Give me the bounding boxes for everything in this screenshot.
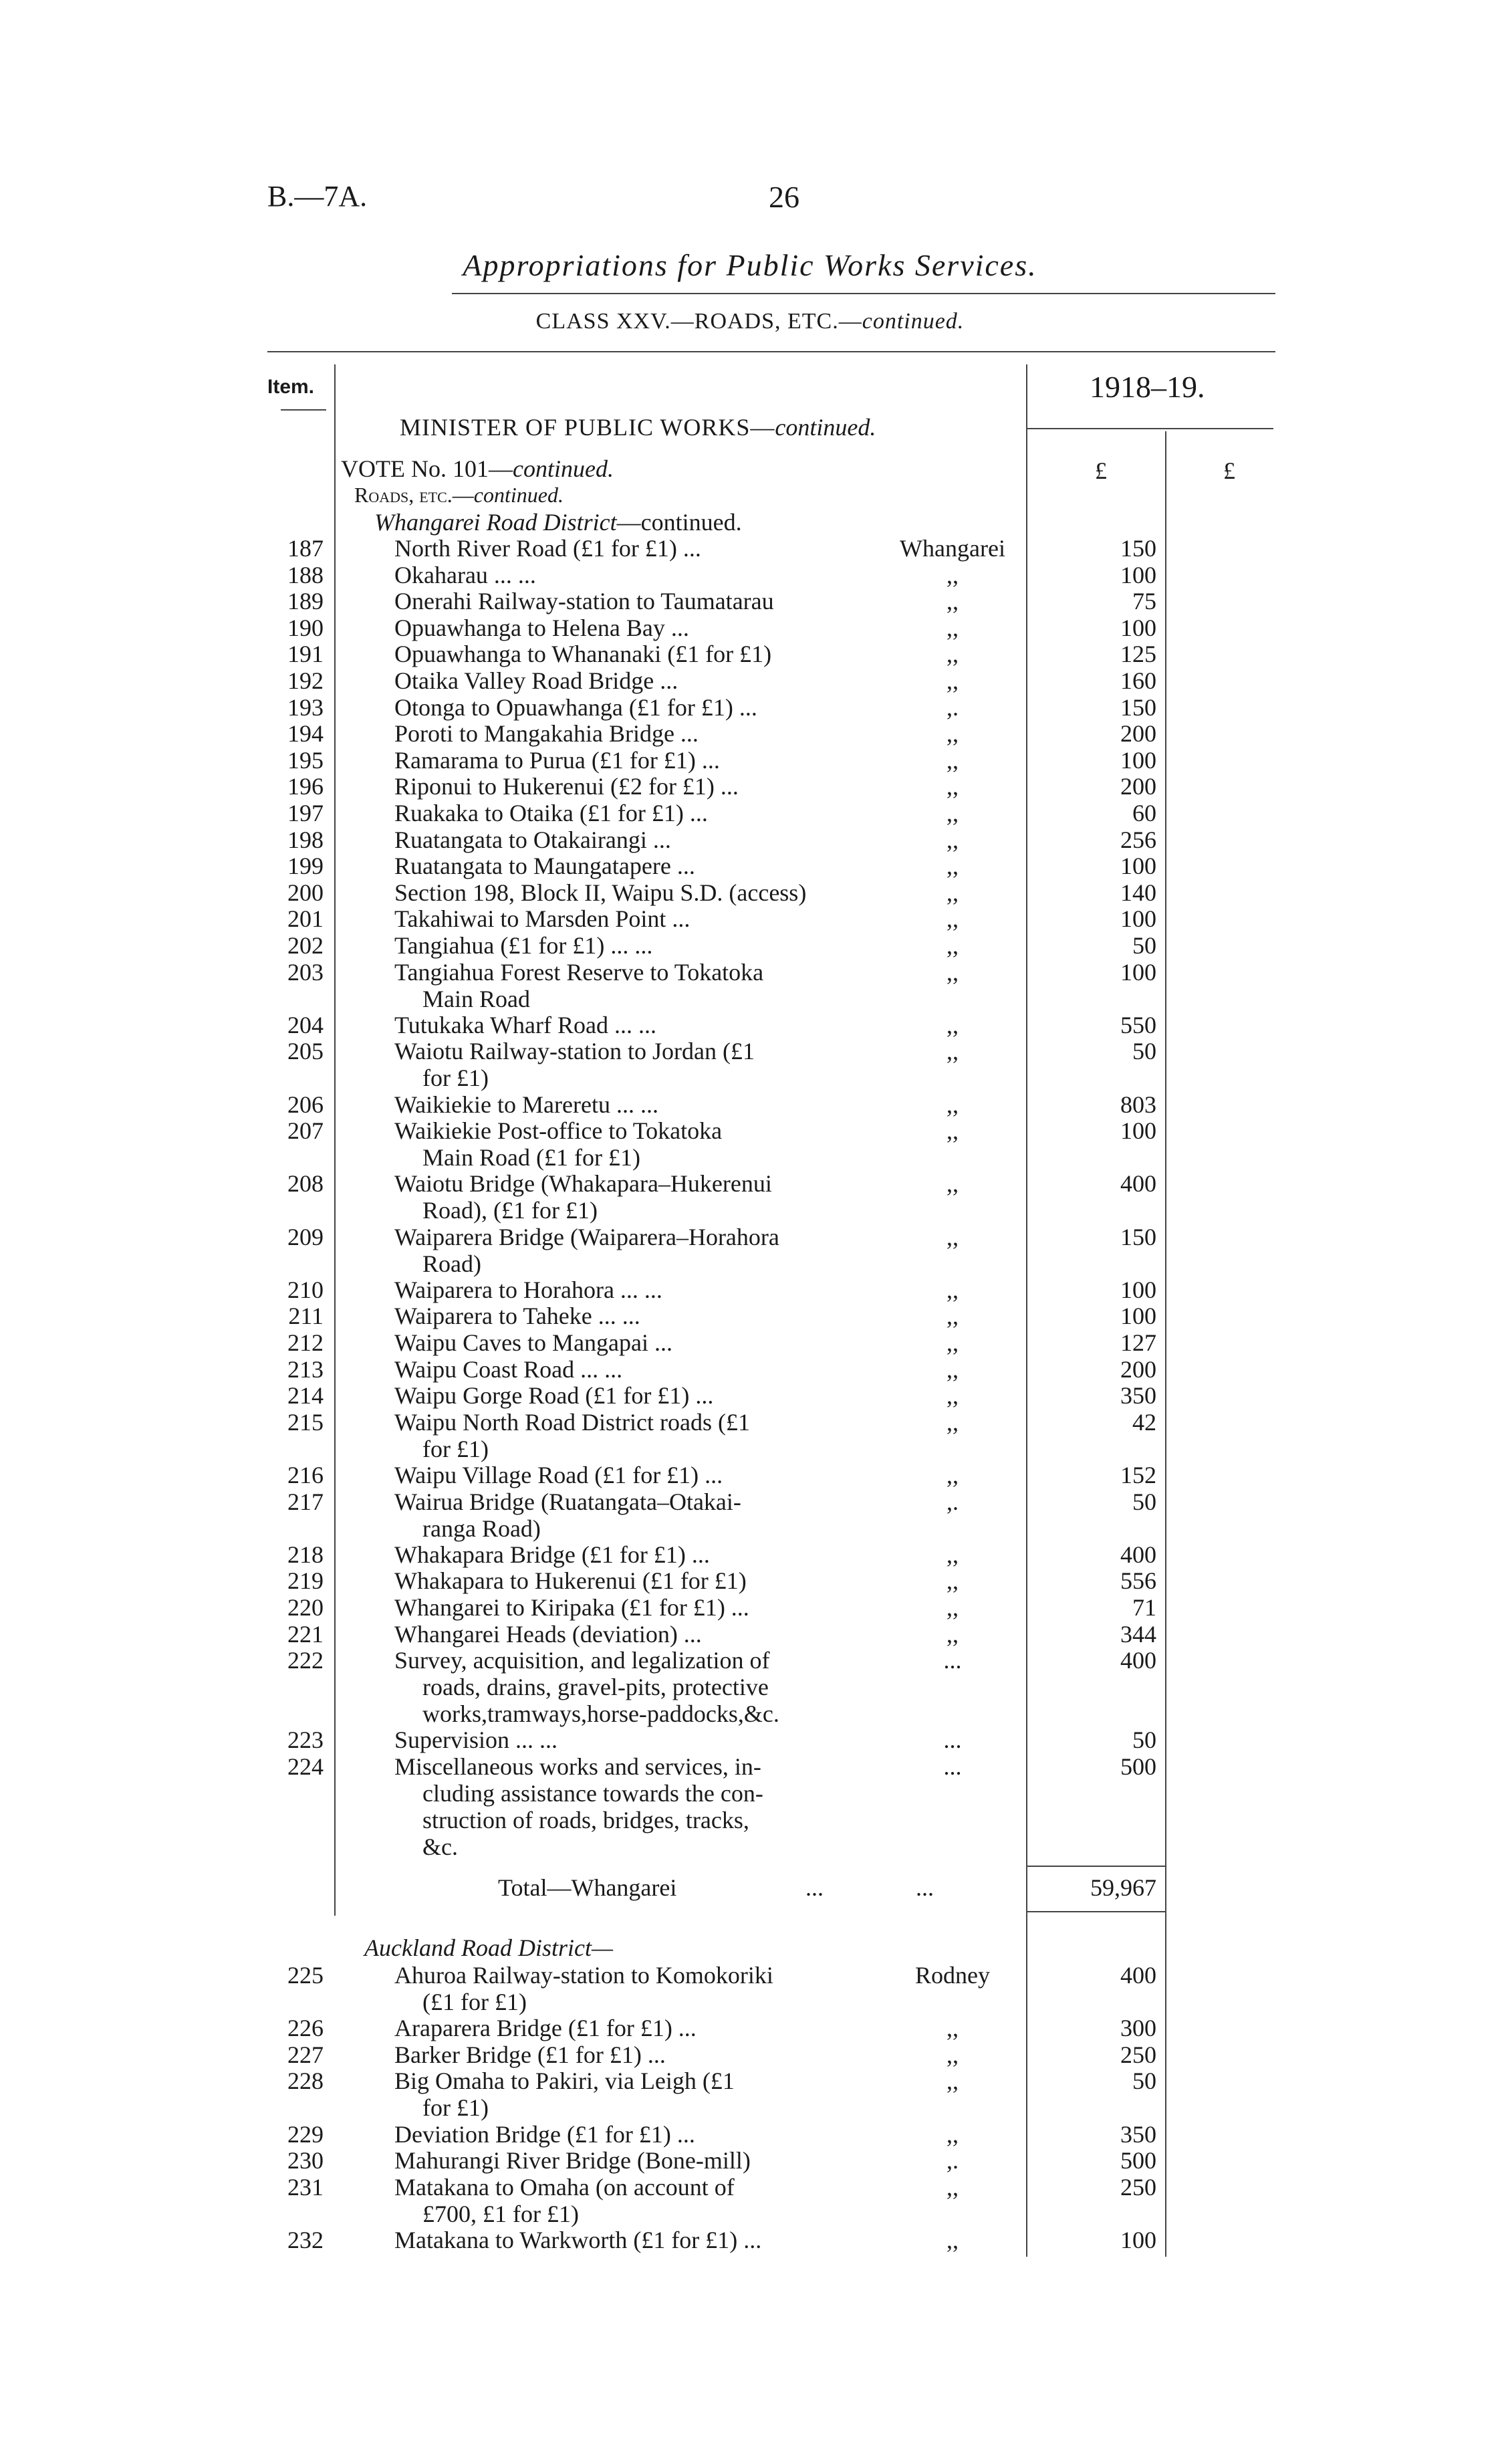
description-line: Whakapara Bridge (£1 for £1) ... [394, 1541, 710, 1568]
electoral-district: ,, [947, 1329, 959, 1356]
item-description [394, 2067, 876, 2121]
description-line: Tangiahua (£1 for £1) ... ... [394, 932, 653, 959]
item-description [394, 1329, 876, 1356]
electoral-district: ,, [947, 1541, 959, 1568]
class-rule [267, 351, 1275, 352]
description-line: Miscellaneous works and services, in- [394, 1753, 761, 1780]
description-line: Otaika Valley Road Bridge ... [394, 667, 678, 694]
item-number: 199 [287, 853, 324, 880]
description-line: Barker Bridge (£1 for £1) ... [394, 2041, 666, 2068]
title-rule [452, 293, 1275, 294]
item-amount: 300 [1120, 2015, 1156, 2042]
item-description [394, 1303, 876, 1329]
minister-main: MINISTER OF PUBLIC WORKS— [400, 414, 775, 441]
description-line: Ruatangata to Maungatapere ... [394, 853, 695, 880]
description-line: Ahuroa Railway-station to Komokoriki [394, 1962, 773, 1989]
item-description [394, 826, 876, 853]
item-amount: 400 [1120, 1647, 1156, 1674]
item-description [394, 641, 876, 667]
description-continuation: works,tramways,horse-paddocks,&c. [422, 1700, 779, 1728]
item-number: 203 [287, 958, 324, 986]
description-line: Araparera Bridge (£1 for £1) ... [394, 2015, 697, 2042]
item-amount: 100 [1120, 1276, 1156, 1303]
electoral-district: ,, [947, 614, 959, 641]
description-continuation: Road), (£1 for £1) [422, 1197, 598, 1224]
item-amount: 500 [1120, 2147, 1156, 2174]
class-heading [0, 309, 1500, 334]
whangarei-main: Whangarei Road District [374, 509, 617, 536]
electoral-district: ,, [947, 773, 959, 800]
electoral-district: ,, [947, 826, 959, 853]
item-number: 220 [287, 1594, 324, 1621]
description-line: Whangarei to Kiripaka (£1 for £1) ... [394, 1594, 749, 1621]
vote-cont: continued. [512, 455, 614, 482]
item-number: 194 [287, 720, 324, 748]
item-number: 219 [287, 1567, 324, 1595]
item-description [394, 694, 876, 721]
item-description [394, 2041, 876, 2068]
electoral-district: ,, [947, 932, 959, 959]
description-continuation: cluding assistance towards the con- [422, 1779, 763, 1807]
item-amount: 250 [1120, 2041, 1156, 2068]
total-label: Total—Whangarei [498, 1874, 677, 1901]
item-amount: 60 [1132, 800, 1156, 826]
description-line: Riponui to Hukerenui (£2 for £1) ... [394, 773, 739, 800]
item-number: 207 [287, 1117, 324, 1145]
description-continuation: £700, £1 for £1) [422, 2200, 579, 2227]
roads-main: Roads, etc.— [354, 483, 474, 507]
electoral-district: ,, [947, 1567, 959, 1595]
item-description [394, 800, 876, 826]
description-line: Waiparera to Horahora ... ... [394, 1276, 662, 1303]
left-rule [334, 364, 336, 1916]
item-amount: 100 [1120, 2227, 1156, 2253]
roads-cont: continued. [473, 483, 564, 507]
description-line: Ruatangata to Otakairangi ... [394, 826, 671, 853]
item-description [394, 853, 876, 879]
electoral-district: ,, [947, 2041, 959, 2068]
electoral-district: ,, [947, 853, 959, 880]
description-line: Waiparera Bridge (Waiparera–Horahora [394, 1223, 779, 1250]
description-line: Onerahi Railway-station to Taumatarau [394, 588, 774, 615]
item-description [394, 1647, 876, 1727]
item-amount: 50 [1132, 932, 1156, 959]
electoral-district: ,, [947, 588, 959, 615]
roads-heading [354, 483, 564, 508]
item-amount: 50 [1132, 1038, 1156, 1065]
item-number: 198 [287, 826, 324, 853]
electoral-district: ,, [947, 800, 959, 826]
item-header-rule [281, 409, 326, 411]
item-description [394, 1726, 876, 1753]
item-amount: 125 [1120, 641, 1156, 668]
electoral-district: ,, [947, 879, 959, 906]
description-line: Poroti to Mangakahia Bridge ... [394, 720, 699, 748]
item-description [394, 747, 876, 774]
vote-main: VOTE No. 101— [341, 455, 513, 482]
amount-rule-2 [1165, 431, 1166, 2257]
description-line: Opuawhanga to Whananaki (£1 for £1) [394, 641, 772, 668]
item-description [394, 1488, 876, 1542]
item-description [394, 1117, 876, 1171]
amount-rule [1026, 364, 1027, 2257]
item-amount: 50 [1132, 1726, 1156, 1753]
description-line: Waipu Gorge Road (£1 for £1) ... [394, 1382, 714, 1410]
item-number: 212 [287, 1329, 324, 1356]
item-number: 216 [287, 1462, 324, 1488]
item-amount: 400 [1120, 1962, 1156, 1989]
item-amount: 100 [1120, 958, 1156, 986]
pound-column-2: £ [1223, 457, 1235, 484]
item-number: 190 [287, 614, 324, 641]
electoral-district: ... [943, 1726, 962, 1753]
electoral-district: Rodney [915, 1962, 990, 1989]
description-line: Okaharau ... ... [394, 561, 536, 588]
item-number: 188 [287, 561, 324, 588]
whangarei-cont: —continued. [616, 509, 742, 536]
item-number: 205 [287, 1038, 324, 1065]
item-amount: 75 [1132, 588, 1156, 615]
item-number: 209 [287, 1223, 324, 1250]
item-number: 200 [287, 879, 324, 906]
item-number: 210 [287, 1276, 324, 1303]
item-amount: 200 [1120, 720, 1156, 748]
item-description [394, 562, 876, 588]
pound-column-1: £ [1095, 457, 1107, 484]
item-amount: 160 [1120, 667, 1156, 694]
electoral-district: ,, [947, 1382, 959, 1410]
class-main: CLASS XXV.—ROADS, ETC.— [535, 309, 862, 334]
item-amount: 350 [1120, 1382, 1156, 1410]
item-number: 221 [287, 1620, 324, 1648]
item-number: 225 [287, 1962, 324, 1989]
item-number: 226 [287, 2015, 324, 2042]
item-description [394, 1224, 876, 1277]
description-line: Waipu North Road District roads (£1 [394, 1408, 751, 1436]
item-amount: 150 [1120, 1223, 1156, 1250]
item-number: 193 [287, 693, 324, 721]
electoral-district: ,, [947, 1117, 959, 1145]
electoral-district: ,, [947, 641, 959, 668]
description-line: Deviation Bridge (£1 for £1) ... [394, 2120, 695, 2148]
item-number: 196 [287, 773, 324, 800]
description-continuation: (£1 for £1) [422, 1989, 527, 2015]
item-description [394, 1170, 876, 1224]
item-number: 211 [288, 1303, 324, 1330]
item-description [394, 588, 876, 614]
description-line: Waiotu Railway-station to Jordan (£1 [394, 1038, 755, 1065]
item-number: 229 [287, 2120, 324, 2148]
total-dots-1: ... [805, 1874, 824, 1901]
item-amount: 500 [1120, 1753, 1156, 1780]
description-continuation: Main Road (£1 for £1) [422, 1144, 640, 1171]
item-amount: 150 [1120, 535, 1156, 562]
electoral-district: ,, [947, 1620, 959, 1648]
minister-cont: continued. [775, 414, 876, 441]
description-line: Otonga to Opuawhanga (£1 for £1) ... [394, 693, 757, 721]
item-number: 195 [287, 746, 324, 774]
item-number: 228 [287, 2067, 324, 2095]
item-amount: 803 [1120, 1091, 1156, 1118]
item-amount: 50 [1132, 1488, 1156, 1515]
item-description [394, 1012, 876, 1038]
electoral-district: ,, [947, 958, 959, 986]
description-line: Takahiwai to Marsden Point ... [394, 905, 691, 933]
description-continuation: Main Road [422, 985, 530, 1012]
item-description [394, 1038, 876, 1091]
electoral-district: ,, [947, 1170, 959, 1198]
auckland-district-heading: Auckland Road District— [364, 1934, 613, 1961]
description-line: Ruakaka to Otaika (£1 for £1) ... [394, 800, 708, 826]
description-line: Whakapara to Hukerenui (£1 for £1) [394, 1567, 747, 1595]
description-continuation: for £1) [422, 2094, 489, 2122]
item-number: 232 [287, 2227, 324, 2253]
description-continuation: for £1) [422, 1065, 489, 1092]
item-number: 218 [287, 1541, 324, 1568]
item-number: 222 [287, 1647, 324, 1674]
item-description [394, 1356, 876, 1383]
electoral-district: ,, [947, 2015, 959, 2042]
description-line: Waipu Village Road (£1 for £1) ... [394, 1462, 723, 1488]
electoral-district: ,, [947, 2067, 959, 2095]
item-amount: 344 [1120, 1620, 1156, 1648]
item-amount: 100 [1120, 1303, 1156, 1330]
item-description [394, 667, 876, 694]
description-line: Waikiekie Post-office to Tokatoka [394, 1117, 723, 1145]
electoral-district: ,, [947, 1038, 959, 1065]
item-description [394, 2121, 876, 2148]
electoral-district: ,, [947, 746, 959, 774]
electoral-district: ,. [947, 2147, 959, 2174]
electoral-district: ,, [947, 1594, 959, 1621]
electoral-district: ,, [947, 1091, 959, 1118]
electoral-district: ,, [947, 1355, 959, 1383]
item-amount: 250 [1120, 2173, 1156, 2201]
electoral-district: ,, [947, 1223, 959, 1250]
item-description [394, 1753, 876, 1860]
item-amount: 350 [1120, 2120, 1156, 2148]
item-description [394, 1567, 876, 1594]
description-line: Waikiekie to Mareretu ... ... [394, 1091, 658, 1118]
electoral-district: ,, [947, 1276, 959, 1303]
vote-heading [341, 455, 614, 483]
item-number: 189 [287, 588, 324, 615]
item-number: 204 [287, 1011, 324, 1038]
item-amount: 50 [1132, 2067, 1156, 2095]
item-amount: 150 [1120, 693, 1156, 721]
item-description [394, 720, 876, 747]
item-amount: 100 [1120, 614, 1156, 641]
year-rule [1026, 428, 1273, 429]
item-amount: 256 [1120, 826, 1156, 853]
item-description [394, 1621, 876, 1648]
description-continuation: Road) [422, 1250, 481, 1277]
page-number: 26 [769, 180, 799, 214]
total-amount: 59,967 [1090, 1874, 1156, 1901]
item-description [394, 535, 876, 562]
minister-heading [400, 413, 876, 441]
item-description [394, 2015, 876, 2041]
class-cont: continued. [862, 309, 965, 334]
item-description [394, 905, 876, 932]
description-line: Waipu Caves to Mangapai ... [394, 1329, 673, 1356]
item-description [394, 1409, 876, 1462]
item-number: 187 [287, 535, 324, 562]
electoral-district: ,, [947, 2120, 959, 2148]
item-amount: 100 [1120, 1117, 1156, 1145]
item-number: 201 [287, 905, 324, 933]
item-amount: 200 [1120, 773, 1156, 800]
item-amount: 400 [1120, 1170, 1156, 1198]
description-line: Big Omaha to Pakiri, via Leigh (£1 [394, 2067, 735, 2095]
electoral-district: ,, [947, 667, 959, 694]
document-reference: B.—7A. [267, 180, 368, 213]
total-top-rule [1026, 1866, 1166, 1867]
item-number: 197 [287, 800, 324, 826]
electoral-district: ,, [947, 1011, 959, 1038]
description-continuation: struction of roads, bridges, tracks, [422, 1806, 749, 1833]
item-description [394, 1541, 876, 1568]
item-description [394, 1594, 876, 1621]
electoral-district: ,, [947, 2173, 959, 2201]
item-amount: 550 [1120, 1011, 1156, 1038]
electoral-district: ,, [947, 905, 959, 933]
electoral-district: ... [943, 1647, 962, 1674]
item-number: 230 [287, 2147, 324, 2174]
item-amount: 200 [1120, 1355, 1156, 1383]
whangarei-district-heading [374, 508, 742, 536]
item-number: 231 [287, 2173, 324, 2201]
item-amount: 71 [1132, 1594, 1156, 1621]
description-continuation: for £1) [422, 1435, 489, 1462]
electoral-district: ,, [947, 1408, 959, 1436]
item-number: 191 [287, 641, 324, 668]
item-amount: 100 [1120, 561, 1156, 588]
item-description [394, 773, 876, 800]
item-number: 206 [287, 1091, 324, 1118]
description-line: Opuawhanga to Helena Bay ... [394, 614, 689, 641]
item-description [394, 2147, 876, 2174]
item-amount: 100 [1120, 746, 1156, 774]
item-number: 214 [287, 1382, 324, 1410]
total-dots-2: ... [916, 1874, 934, 1901]
item-description [394, 932, 876, 959]
item-amount: 42 [1132, 1408, 1156, 1436]
description-continuation: roads, drains, gravel-pits, protective [422, 1674, 769, 1701]
description-line: Matakana to Warkworth (£1 for £1) ... [394, 2227, 762, 2253]
description-line: Tutukaka Wharf Road ... ... [394, 1011, 656, 1038]
item-number: 227 [287, 2041, 324, 2068]
item-amount: 400 [1120, 1541, 1156, 1568]
item-amount: 140 [1120, 879, 1156, 906]
description-line: Wairua Bridge (Ruatangata–Otakai- [394, 1488, 741, 1515]
item-amount: 100 [1120, 905, 1156, 933]
item-number: 208 [287, 1170, 324, 1198]
item-amount: 556 [1120, 1567, 1156, 1595]
electoral-district: ,, [947, 2227, 959, 2253]
item-amount: 100 [1120, 853, 1156, 880]
item-number: 192 [287, 667, 324, 694]
item-description [394, 1382, 876, 1409]
item-description [394, 2227, 876, 2253]
item-description [394, 1091, 876, 1118]
year-column-header: 1918–19. [1090, 370, 1205, 404]
description-line: North River Road (£1 for £1) ... [394, 535, 701, 562]
electoral-district: ,. [947, 693, 959, 721]
electoral-district: ... [943, 1753, 962, 1780]
description-line: Supervision ... ... [394, 1726, 558, 1753]
item-description [394, 1462, 876, 1488]
electoral-district: ,, [947, 1462, 959, 1488]
description-line: Whangarei Heads (deviation) ... [394, 1620, 702, 1648]
item-number: 224 [287, 1753, 324, 1780]
item-description [394, 959, 876, 1012]
electoral-district: Whangarei [900, 535, 1005, 562]
item-description [394, 1962, 876, 2015]
item-number: 202 [287, 932, 324, 959]
description-line: Tangiahua Forest Reserve to Tokatoka [394, 958, 764, 986]
electoral-district: ,, [947, 720, 959, 748]
description-line: Mahurangi River Bridge (Bone-mill) [394, 2147, 751, 2174]
item-description [394, 614, 876, 641]
electoral-district: ,, [947, 561, 959, 588]
item-amount: 127 [1120, 1329, 1156, 1356]
description-line: Waiotu Bridge (Whakapara–Hukerenui [394, 1170, 772, 1198]
item-number: 213 [287, 1355, 324, 1383]
item-amount: 152 [1120, 1462, 1156, 1488]
description-line: Survey, acquisition, and legalization of [394, 1647, 770, 1674]
description-line: Ramarama to Purua (£1 for £1) ... [394, 746, 720, 774]
description-line: Section 198, Block II, Waipu S.D. (access) [394, 879, 807, 906]
item-number: 215 [287, 1408, 324, 1436]
item-number: 217 [287, 1488, 324, 1515]
description-line: Waiparera to Taheke ... ... [394, 1303, 640, 1330]
item-description [394, 879, 876, 906]
description-continuation: &c. [422, 1833, 458, 1860]
page-title: Appropriations for Public Works Services. [463, 248, 1037, 282]
electoral-district: ,, [947, 1303, 959, 1330]
description-continuation: ranga Road) [422, 1515, 541, 1542]
description-line: Waipu Coast Road ... ... [394, 1355, 623, 1383]
item-number: 223 [287, 1726, 324, 1753]
description-line: Matakana to Omaha (on account of [394, 2173, 735, 2201]
item-description [394, 2174, 876, 2227]
item-description [394, 1276, 876, 1303]
total-bottom-rule [1026, 1911, 1166, 1912]
electoral-district: ,. [947, 1488, 959, 1515]
item-column-header: Item. [267, 376, 315, 398]
